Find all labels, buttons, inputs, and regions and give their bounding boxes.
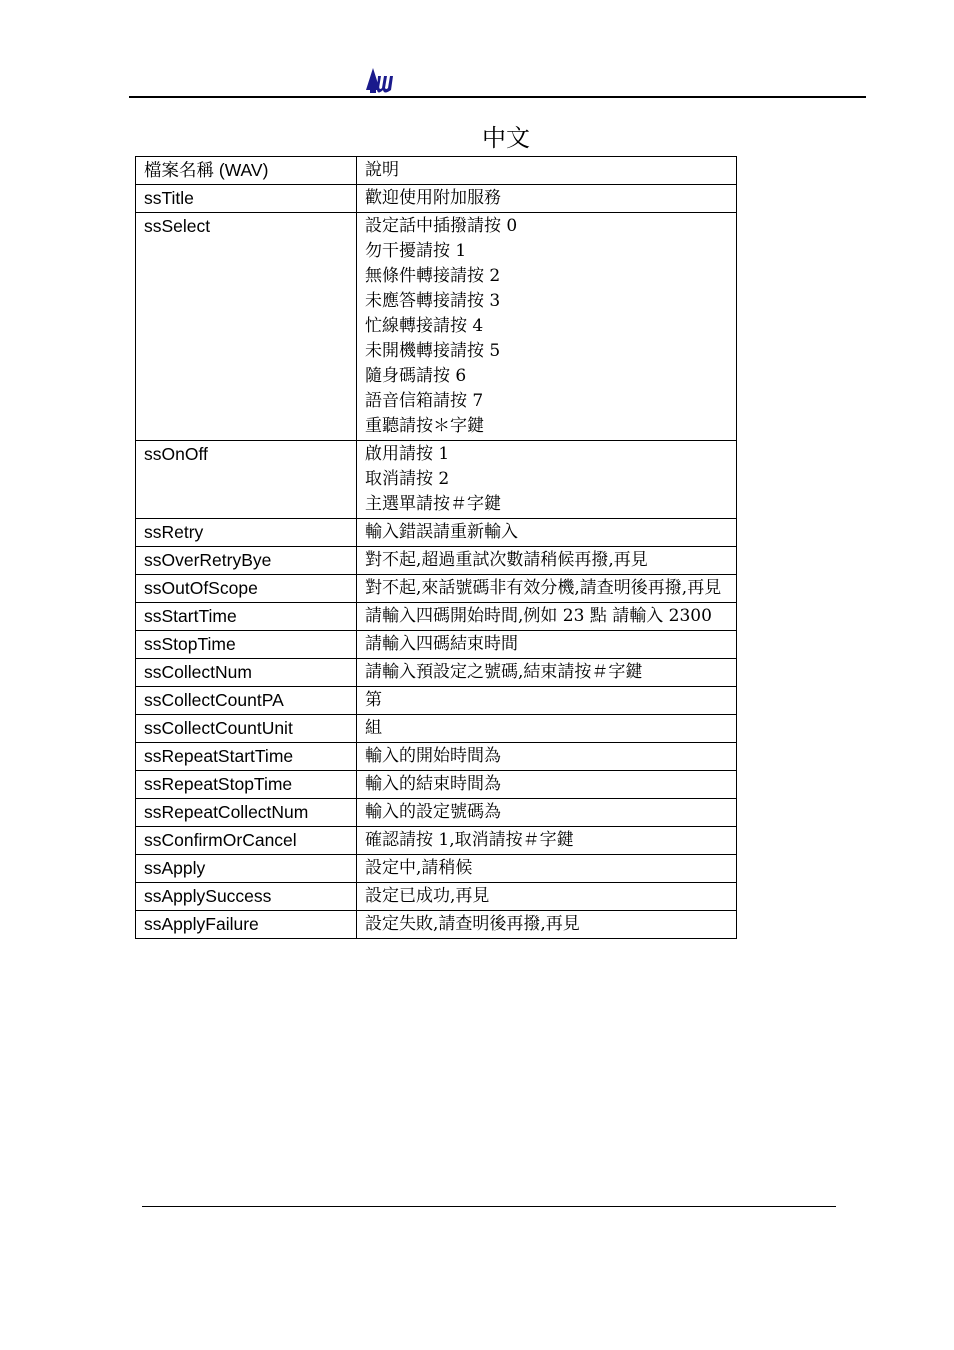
description-cell: [357, 883, 737, 911]
description-cell: [357, 911, 737, 939]
file-name-cell: ssOnOff: [136, 441, 357, 519]
description-line: 啟用請按 1: [365, 444, 450, 464]
file-name-cell: ssRetry: [136, 519, 357, 547]
description-line: 確認請按 1,取消請按＃字鍵: [365, 830, 574, 850]
description-cell: [357, 575, 737, 603]
wav-file-table: [135, 156, 737, 939]
table-row: [136, 827, 737, 855]
footer-rule: [142, 1206, 836, 1207]
table-row: [136, 743, 737, 771]
page-title: 中文: [482, 124, 530, 152]
description-line: 輸入的開始時間為: [365, 746, 501, 766]
description-cell: [357, 213, 737, 441]
table-row: [136, 855, 737, 883]
header-description: 說明: [357, 157, 737, 185]
description-cell: [357, 855, 737, 883]
file-name-cell: ssRepeatCollectNum: [136, 799, 357, 827]
description-cell: [357, 185, 737, 213]
description-line: 請輸入四碼開始時間,例如 23 點 請輸入 2300: [365, 606, 712, 626]
description-line: 請輸入四碼結束時間: [365, 634, 518, 654]
description-line: 未應答轉接請按 3: [365, 291, 501, 311]
description-line: 輸入的結束時間為: [365, 774, 501, 794]
file-name-cell: ssTitle: [136, 185, 357, 213]
file-name-cell: ssRepeatStartTime: [136, 743, 357, 771]
description-line: 請輸入預設定之號碼,結束請按＃字鍵: [365, 662, 643, 682]
description-cell: [357, 827, 737, 855]
table-row: [136, 519, 737, 547]
description-line: 輸入的設定號碼為: [365, 802, 501, 822]
description-cell: [357, 799, 737, 827]
table-row: [136, 771, 737, 799]
description-line: 隨身碼請按 6: [365, 366, 467, 386]
file-name-cell: ssApplySuccess: [136, 883, 357, 911]
file-name-cell: ssSelect: [136, 213, 357, 441]
header-file-name: 檔案名稱 (WAV): [136, 157, 357, 185]
table-row: [136, 799, 737, 827]
table-row: [136, 547, 737, 575]
file-name-cell: ssApplyFailure: [136, 911, 357, 939]
table-row: [136, 631, 737, 659]
description-line: 設定失敗,請查明後再撥,再見: [365, 914, 580, 934]
table-row: [136, 687, 737, 715]
description-line: 無條件轉接請按 2: [365, 266, 501, 286]
file-name-cell: ssOutOfScope: [136, 575, 357, 603]
description-cell: [357, 771, 737, 799]
file-name-cell: ssApply: [136, 855, 357, 883]
description-line: 語音信箱請按 7: [365, 391, 484, 411]
company-logo-icon: [364, 66, 396, 94]
file-name-cell: ssOverRetryBye: [136, 547, 357, 575]
table-row: [136, 603, 737, 631]
description-line: 取消請按 2: [365, 469, 450, 489]
table-header-row: [136, 157, 737, 185]
description-cell: [357, 743, 737, 771]
description-line: 忙線轉接請按 4: [365, 316, 484, 336]
table-body: [136, 185, 737, 939]
file-name-cell: ssCollectCountUnit: [136, 715, 357, 743]
description-cell: [357, 715, 737, 743]
table-row: [136, 213, 737, 441]
description-line: 第: [365, 690, 382, 710]
description-line: 重聽請按＊字鍵: [365, 416, 484, 436]
description-line: 設定話中插撥請按 0: [365, 216, 518, 236]
file-name-cell: ssConfirmOrCancel: [136, 827, 357, 855]
file-name-cell: ssCollectCountPA: [136, 687, 357, 715]
description-line: 對不起,來話號碼非有效分機,請查明後再撥,再見: [365, 578, 722, 598]
description-cell: [357, 547, 737, 575]
description-cell: [357, 631, 737, 659]
table-row: [136, 659, 737, 687]
description-line: 勿干擾請按 1: [365, 241, 467, 261]
table-row: [136, 185, 737, 213]
description-cell: [357, 603, 737, 631]
description-line: 輸入錯誤請重新輸入: [365, 522, 518, 542]
description-cell: [357, 659, 737, 687]
header-rule: [129, 96, 866, 98]
table-row: [136, 715, 737, 743]
description-line: 未開機轉接請按 5: [365, 341, 501, 361]
description-cell: [357, 519, 737, 547]
file-name-cell: ssCollectNum: [136, 659, 357, 687]
table-row: [136, 911, 737, 939]
description-line: 組: [365, 718, 382, 738]
table-row: [136, 575, 737, 603]
description-cell: [357, 441, 737, 519]
file-name-cell: ssStopTime: [136, 631, 357, 659]
table-row: [136, 883, 737, 911]
table-row: [136, 441, 737, 519]
file-name-cell: ssRepeatStopTime: [136, 771, 357, 799]
file-name-cell: ssStartTime: [136, 603, 357, 631]
description-line: 主選單請按＃字鍵: [365, 494, 501, 514]
description-cell: [357, 687, 737, 715]
description-line: 歡迎使用附加服務: [365, 188, 501, 208]
description-line: 對不起,超過重試次數請稍候再撥,再見: [365, 550, 648, 570]
description-line: 設定中,請稍候: [365, 858, 473, 878]
description-line: 設定已成功,再見: [365, 886, 490, 906]
